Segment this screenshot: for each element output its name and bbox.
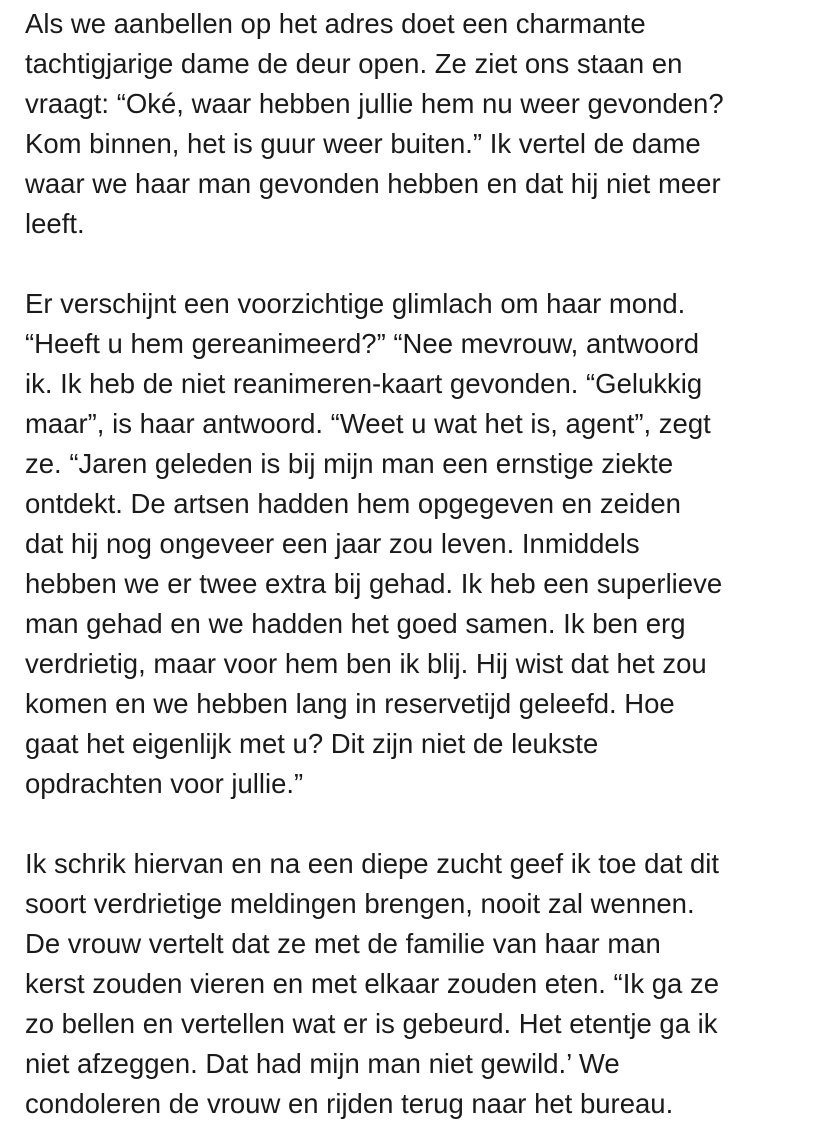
text-line: tachtigjarige dame de deur open. Ze ziet ons staan en	[25, 48, 683, 79]
text-line: Als we aanbellen op het adres doet een charmante	[25, 8, 646, 39]
text-line: ze. “Jaren geleden is bij mijn man een ernstige ziekte	[25, 448, 674, 479]
text-line: Ik schrik hiervan en na een diepe zucht geef ik toe dat dit	[25, 848, 720, 879]
text-line: dat hij nog ongeveer een jaar zou leven. Inmiddels	[25, 528, 640, 559]
text-line: man gehad en we hadden het goed samen. Ik ben erg	[25, 608, 686, 639]
paragraph-2	[25, 284, 810, 804]
text-line: vraagt: “Oké, waar hebben jullie hem nu weer gevonden?	[25, 88, 724, 119]
paragraph-spacer	[25, 804, 810, 844]
paragraph-1	[25, 4, 810, 244]
text-line: Er verschijnt een voorzichtige glimlach om haar mond.	[25, 288, 686, 319]
text-line: De vrouw vertelt dat ze met de familie van haar man	[25, 928, 661, 959]
text-line: verdrietig, maar voor hem ben ik blij. Hij wist dat het zou	[25, 648, 707, 679]
text-line: gaat het eigenlijk met u? Dit zijn niet de leukste	[25, 728, 599, 759]
text-line: leeft.	[25, 208, 85, 239]
text-line: zo bellen en vertellen wat er is gebeurd. Het etentje ga ik	[25, 1008, 718, 1039]
text-line: Kom binnen, het is guur weer buiten.” Ik vertel de dame	[25, 128, 701, 159]
paragraph-spacer	[25, 244, 810, 284]
text-line: opdrachten voor jullie.”	[25, 768, 304, 799]
paragraph-3	[25, 844, 810, 1124]
text-line: “Heeft u hem gereanimeerd?” “Nee mevrouw, antwoord	[25, 328, 700, 359]
text-line: hebben we er twee extra bij gehad. Ik heb een superlieve	[25, 568, 723, 599]
text-line: waar we haar man gevonden hebben en dat hij niet meer	[25, 168, 721, 199]
text-line: ontdekt. De artsen hadden hem opgegeven en zeiden	[25, 488, 681, 519]
text-line: maar”, is haar antwoord. “Weet u wat het is, agent”, zegt	[25, 408, 711, 439]
text-line: kerst zouden vieren en met elkaar zouden eten. “Ik ga ze	[25, 968, 720, 999]
text-line: ik. Ik heb de niet reanimeren-kaart gevonden. “Gelukkig	[25, 368, 703, 399]
text-line: condoleren de vrouw en rijden terug naar het bureau.	[25, 1088, 674, 1119]
text-line: niet afzeggen. Dat had mijn man niet gewild.’ We	[25, 1048, 620, 1079]
text-line: komen en we hebben lang in reservetijd geleefd. Hoe	[25, 688, 675, 719]
text-line: soort verdrietige meldingen brengen, nooit zal wennen.	[25, 888, 695, 919]
